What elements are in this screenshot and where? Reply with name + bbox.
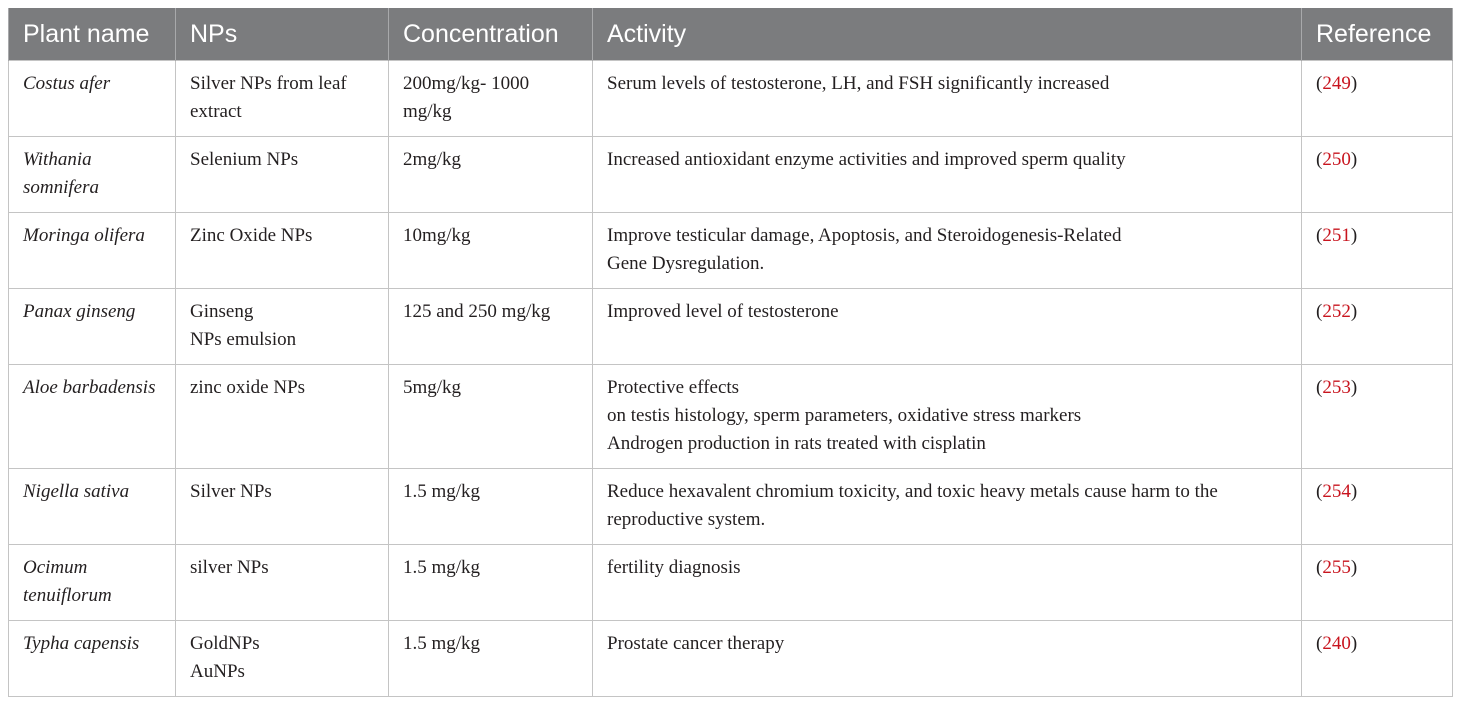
- reference-link[interactable]: 252: [1322, 301, 1351, 322]
- header-nps: NPs: [176, 8, 389, 61]
- reference-link[interactable]: 249: [1322, 73, 1351, 94]
- activity-cell: [593, 621, 1302, 697]
- table-body: [9, 61, 1453, 697]
- activity-cell: [593, 213, 1302, 289]
- nps-cell: Silver NPs from leaf extract: [176, 61, 389, 137]
- activity-line: Improved level of testosterone: [607, 301, 839, 322]
- header-plant-name: Plant name: [9, 8, 176, 61]
- reference-cell: (254): [1302, 469, 1453, 545]
- reference-cell: (240): [1302, 621, 1453, 697]
- nps-cell: [176, 289, 389, 365]
- reference-cell: (252): [1302, 289, 1453, 365]
- concentration-cell: 125 and 250 mg/kg: [389, 289, 593, 365]
- reference-link[interactable]: 254: [1322, 481, 1351, 502]
- reference-link[interactable]: 251: [1322, 225, 1351, 246]
- table-row: [9, 545, 1453, 621]
- activity-cell: [593, 469, 1302, 545]
- nps-line: AuNPs: [190, 661, 245, 682]
- concentration-cell: 10mg/kg: [389, 213, 593, 289]
- activity-line: Androgen production in rats treated with cisplatin: [607, 433, 986, 454]
- concentration-cell: 1.5 mg/kg: [389, 469, 593, 545]
- activity-cell: [593, 545, 1302, 621]
- nps-line: Ginseng: [190, 301, 254, 322]
- concentration-cell: 2mg/kg: [389, 137, 593, 213]
- header-reference: Reference: [1302, 8, 1453, 61]
- nps-cell: Selenium NPs: [176, 137, 389, 213]
- activity-line: Prostate cancer therapy: [607, 633, 785, 654]
- activity-line: Protective effects: [607, 377, 740, 398]
- nps-cell: zinc oxide NPs: [176, 365, 389, 469]
- activity-line: Serum levels of testosterone, LH, and FSH significantly increased: [607, 73, 1110, 94]
- reference-cell: (255): [1302, 545, 1453, 621]
- activity-line: fertility diagnosis: [607, 557, 741, 578]
- activity-cell: [593, 365, 1302, 469]
- activity-cell: [593, 61, 1302, 137]
- plant-name-cell: Ocimum tenuiflorum: [9, 545, 176, 621]
- plant-name-cell: Withania somnifera: [9, 137, 176, 213]
- activity-line: Improve testicular damage, Apoptosis, and Steroidogenesis-Related: [607, 225, 1122, 246]
- activity-line: Reduce hexavalent chromium toxicity, and toxic heavy metals cause harm to the reproductive system.: [607, 481, 1218, 530]
- concentration-cell: 1.5 mg/kg: [389, 621, 593, 697]
- concentration-cell: 1.5 mg/kg: [389, 545, 593, 621]
- reference-link[interactable]: 240: [1322, 633, 1351, 654]
- nps-line: NPs emulsion: [190, 329, 297, 350]
- table-header: [9, 8, 1453, 61]
- table-row: [9, 289, 1453, 365]
- plant-name-cell: Panax ginseng: [9, 289, 176, 365]
- header-concentration: Concentration: [389, 8, 593, 61]
- plant-name-cell: Typha capensis: [9, 621, 176, 697]
- reference-cell: (253): [1302, 365, 1453, 469]
- reference-link[interactable]: 253: [1322, 377, 1351, 398]
- activity-cell: [593, 137, 1302, 213]
- activity-line: Increased antioxidant enzyme activities and improved sperm quality: [607, 149, 1126, 170]
- plant-name-cell: Moringa olifera: [9, 213, 176, 289]
- concentration-cell: 5mg/kg: [389, 365, 593, 469]
- reference-link[interactable]: 255: [1322, 557, 1351, 578]
- plant-name-cell: Aloe barbadensis: [9, 365, 176, 469]
- nps-cell: Zinc Oxide NPs: [176, 213, 389, 289]
- reference-link[interactable]: 250: [1322, 149, 1351, 170]
- header-row: [9, 8, 1453, 61]
- nanoparticle-table: [8, 8, 1453, 697]
- nps-cell: Silver NPs: [176, 469, 389, 545]
- table-row: [9, 213, 1453, 289]
- concentration-cell: 200mg/kg- 1000 mg/kg: [389, 61, 593, 137]
- header-activity: Activity: [593, 8, 1302, 61]
- nps-cell: silver NPs: [176, 545, 389, 621]
- reference-cell: (250): [1302, 137, 1453, 213]
- table-row: [9, 365, 1453, 469]
- reference-cell: (251): [1302, 213, 1453, 289]
- plant-name-cell: Costus afer: [9, 61, 176, 137]
- nps-cell: [176, 621, 389, 697]
- nps-line: GoldNPs: [190, 633, 260, 654]
- activity-line: on testis histology, sperm parameters, oxidative stress markers: [607, 405, 1082, 426]
- plant-name-cell: Nigella sativa: [9, 469, 176, 545]
- table-row: [9, 621, 1453, 697]
- table-row: [9, 137, 1453, 213]
- activity-line: Gene Dysregulation.: [607, 253, 765, 274]
- reference-cell: (249): [1302, 61, 1453, 137]
- table-row: [9, 469, 1453, 545]
- table-row: [9, 61, 1453, 137]
- activity-cell: [593, 289, 1302, 365]
